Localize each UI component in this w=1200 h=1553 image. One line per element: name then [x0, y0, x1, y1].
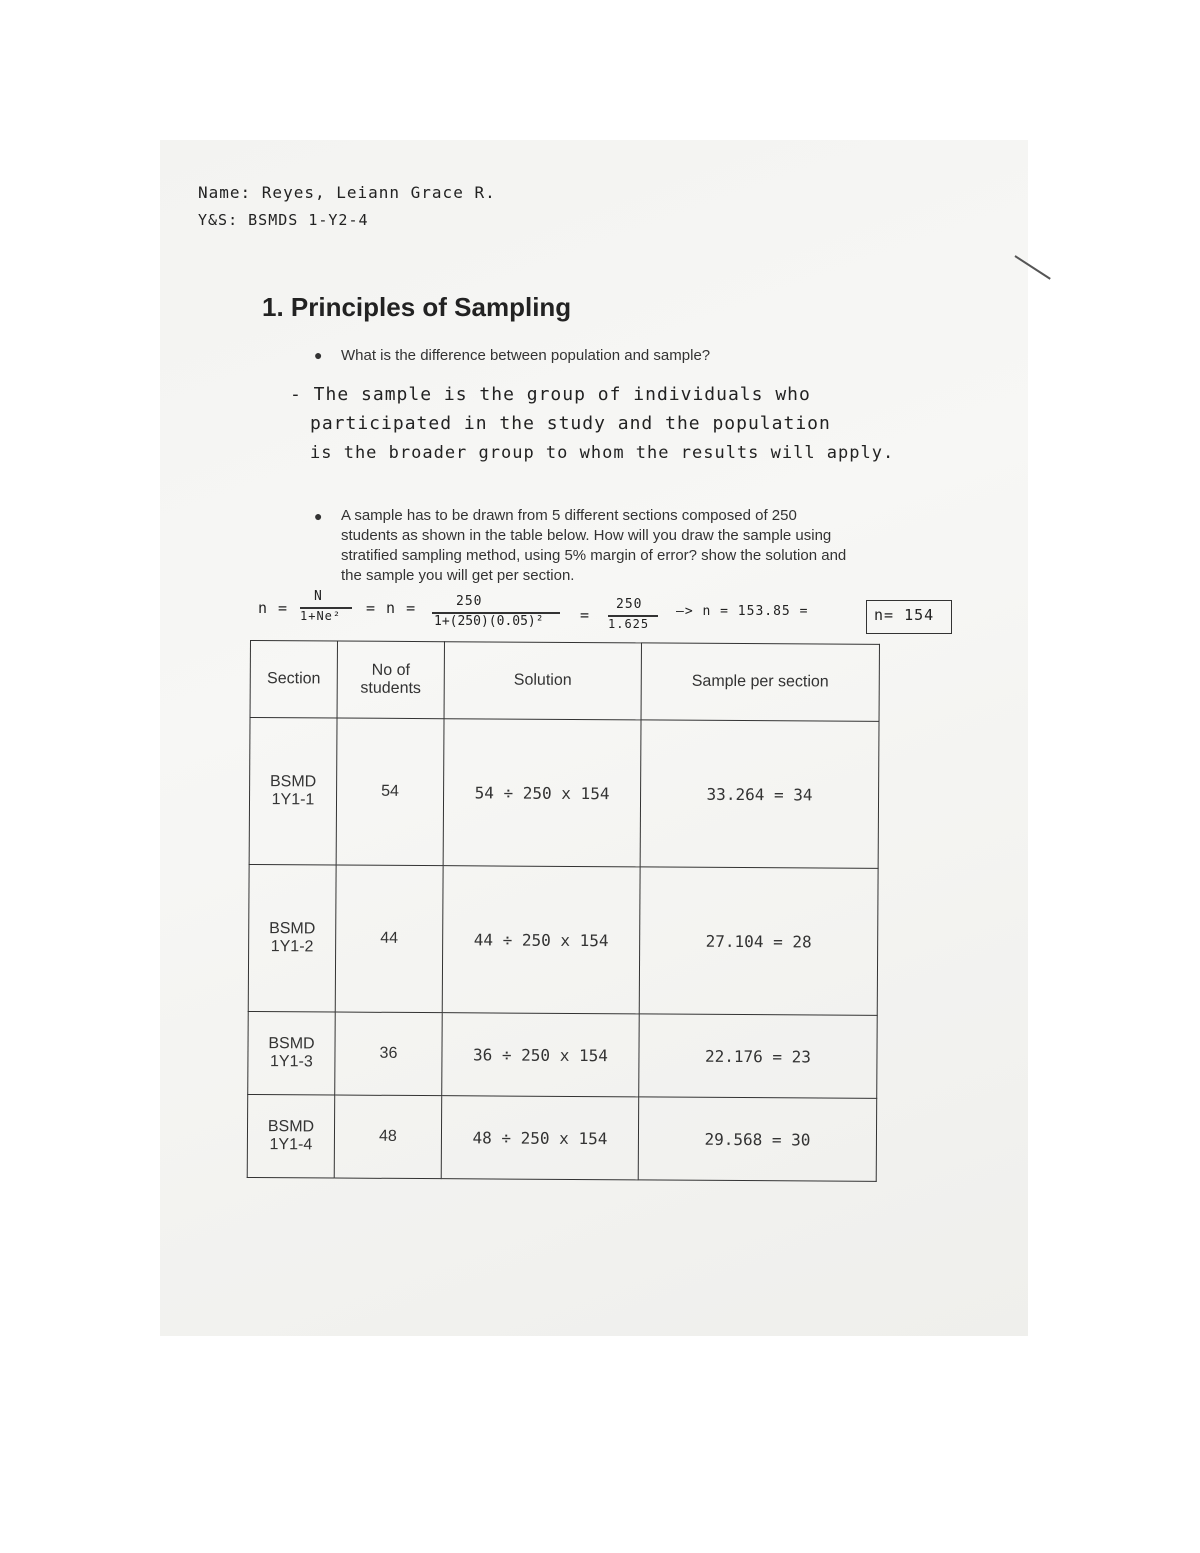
formula-denominator-2: 1+(250)(0.05)² — [434, 614, 544, 629]
cell-section: BSMD 1Y1-1 — [249, 718, 337, 866]
answer-line-3: is the broader group to whom the results will apply. — [310, 443, 895, 463]
formula-numerator-1: N — [314, 589, 323, 604]
table-row — [247, 1094, 876, 1181]
formula-numerator-3: 250 — [616, 597, 643, 612]
ys-line: Y&S: BSMDS 1-Y2-4 — [198, 211, 369, 229]
answer-line-2: participated in the study and the population — [310, 413, 831, 434]
formula-numerator-2: 250 — [456, 594, 483, 609]
question-2-line-2: students as shown in the table below. How will you draw the sample using — [341, 527, 832, 544]
cell-sample: 29.568 = 30 — [638, 1097, 877, 1181]
cell-solution: 48 ÷ 250 x 154 — [441, 1096, 639, 1180]
cell-section: BSMD 1Y1-2 — [248, 864, 336, 1012]
cell-section: BSMD 1Y1-3 — [248, 1011, 336, 1095]
header-sample: Sample per section — [641, 643, 879, 721]
header-solution: Solution — [444, 642, 641, 720]
formula-denominator-1: 1+Ne² — [300, 609, 342, 623]
formula-eq-2: = — [580, 606, 591, 624]
page-title: 1. Principles of Sampling — [262, 292, 572, 322]
formula-n-eq: n = — [258, 599, 289, 617]
bullet-icon: ● — [314, 508, 323, 524]
name-line: Name: Reyes, Leiann Grace R. — [198, 183, 496, 202]
header-section: Section — [250, 641, 337, 719]
cell-students: 48 — [334, 1095, 442, 1179]
formula-denominator-3: 1.625 — [608, 617, 650, 631]
formula-final-result: n= 154 — [874, 606, 935, 624]
question-2-line-3: stratified sampling method, using 5% margin of error? show the solution and — [341, 547, 847, 564]
table-row — [248, 864, 878, 1015]
bullet-icon: ● — [314, 347, 323, 363]
cell-solution: 54 ÷ 250 x 154 — [443, 719, 641, 867]
question-2-line-1: A sample has to be drawn from 5 different sections composed of 250 — [341, 507, 797, 524]
cell-sample: 33.264 = 34 — [640, 720, 879, 868]
question-2-line-4: the sample you will get per section. — [341, 567, 575, 584]
cell-sample: 22.176 = 23 — [639, 1014, 878, 1098]
cell-solution: 36 ÷ 250 x 154 — [442, 1013, 640, 1097]
cell-section: BSMD 1Y1-4 — [247, 1094, 335, 1178]
formula-eq-1: = n = — [366, 599, 417, 617]
answer-line-1: - The sample is the group of individuals who — [290, 384, 811, 405]
header-students: No of students — [337, 641, 444, 719]
table-row — [249, 718, 879, 869]
cell-students: 44 — [335, 865, 443, 1013]
table-header-row — [250, 641, 879, 722]
cell-sample: 27.104 = 28 — [639, 867, 878, 1015]
table-row — [248, 1011, 877, 1098]
cell-solution: 44 ÷ 250 x 154 — [442, 866, 640, 1014]
cell-students: 36 — [335, 1012, 443, 1096]
sample-table — [247, 640, 880, 1182]
question-1: What is the difference between population and sample? — [341, 347, 711, 364]
cell-students: 54 — [336, 718, 444, 866]
formula-arrow-result: —> n = 153.85 = — [676, 604, 809, 619]
